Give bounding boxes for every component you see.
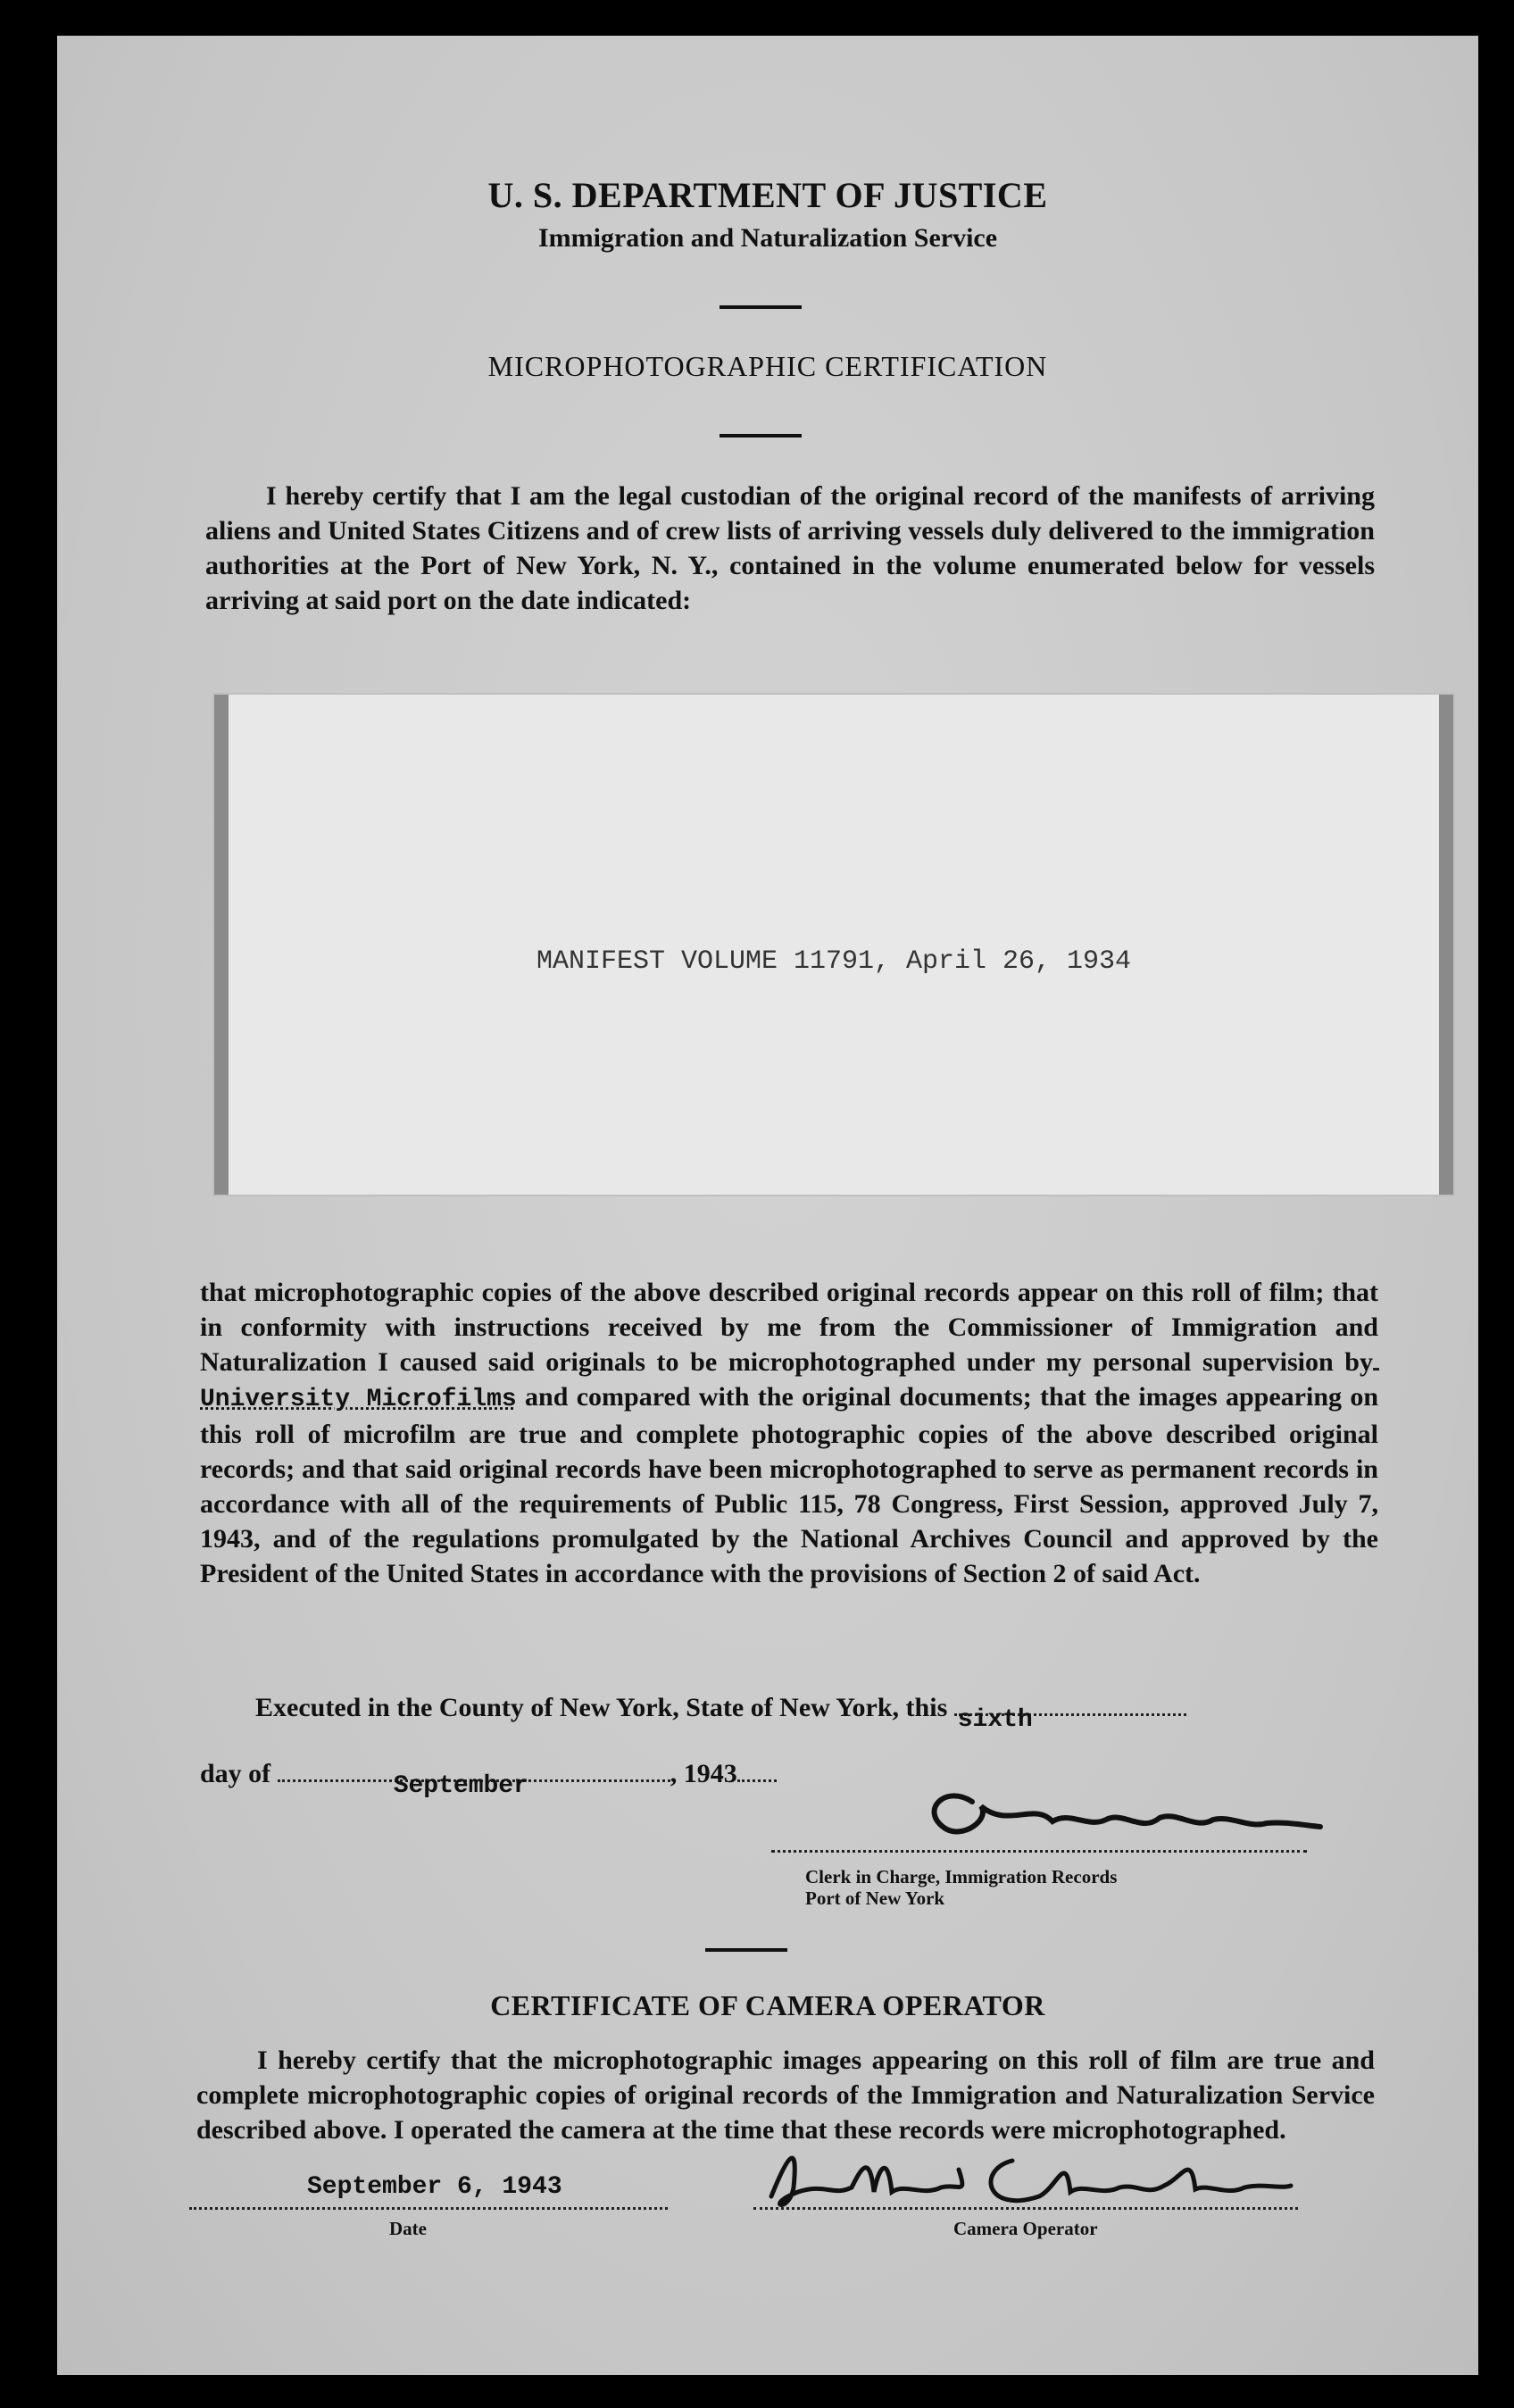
day-of-line: day of September , 1943 xyxy=(200,1759,777,1789)
photographer-name: University Microfilms xyxy=(200,1386,517,1413)
divider-rule xyxy=(720,305,802,309)
clerk-title xyxy=(805,1866,1117,1909)
volume-insert-card xyxy=(214,695,1453,1195)
execution-year: 1943 xyxy=(683,1759,737,1788)
execution-line xyxy=(255,1693,1186,1734)
body-paragraph-part2: and compared with the original documents; that the images appearing on this roll of microfilm are true and complete photographic copies of the above described original records; and that said original records have been microphotographed to serve as permanent records in accordance with all of the requirements of Public 115, 78 Congress, First Session, approved July 7, 1943, and of the regulations promulgated by the National Archives Council and approved by the President of the United States in accordance with the provisions of Section 2 of said Act. xyxy=(200,1382,1379,1588)
camera-certificate-title: CERTIFICATE OF CAMERA OPERATOR xyxy=(490,1989,1045,2021)
divider-rule xyxy=(720,434,802,437)
execution-prefix: Executed in the County of New York, State of New York, this xyxy=(255,1693,948,1722)
execution-day: sixth xyxy=(957,1706,1033,1734)
volume-insert-text: MANIFEST VOLUME 11791, April 26, 1934 xyxy=(536,946,1132,977)
clerk-signature-line xyxy=(771,1850,1307,1853)
execution-month: September xyxy=(393,1772,528,1800)
body-paragraph-part1: that microphotographic copies of the above described original records appear on this roll of film; that in conformity with instructions received by me from the Commissioner of Immigration and Naturalization I caused said originals to be microphotographed under my personal supervision by xyxy=(200,1278,1378,1377)
clerk-title-line2: Port of New York xyxy=(805,1887,945,1909)
camera-date-value: September 6, 1943 xyxy=(307,2173,562,2201)
date-label: Date xyxy=(389,2218,427,2239)
date-line xyxy=(189,2207,668,2210)
service-subheading: Immigration and Naturalization Service xyxy=(537,223,998,253)
body-paragraph xyxy=(200,1275,1378,1591)
camera-certificate-paragraph: I hereby certify that the microphotographic images appearing on this roll of film are true and complete microphotographic copies of original records of the Immigration and Naturalization Service described above. I operated the camera at the time that these records were microphotographed. xyxy=(196,2046,1375,2145)
camera-operator-label: Camera Operator xyxy=(953,2218,1098,2239)
department-heading: U. S. DEPARTMENT OF JUSTICE xyxy=(487,175,1048,215)
day-of-label: day of xyxy=(200,1759,271,1788)
certificate-page xyxy=(57,36,1478,2375)
camera-operator-signature-line xyxy=(753,2207,1298,2210)
clerk-title-line1: Clerk in Charge, Immigration Records xyxy=(805,1866,1118,1887)
certification-title: MICROPHOTOGRAPHIC CERTIFICATION xyxy=(487,350,1048,382)
intro-paragraph: I hereby certify that I am the legal custodian of the original record of the manifests of arriving aliens and United States Citizens and of crew lists of arriving vessels duly delivered to the immigration authorities at the Port of New York, N. Y., contained in the volume enumerated below for vessels arriving at said port on the date indicated: xyxy=(205,481,1375,615)
divider-rule xyxy=(705,1948,787,1952)
